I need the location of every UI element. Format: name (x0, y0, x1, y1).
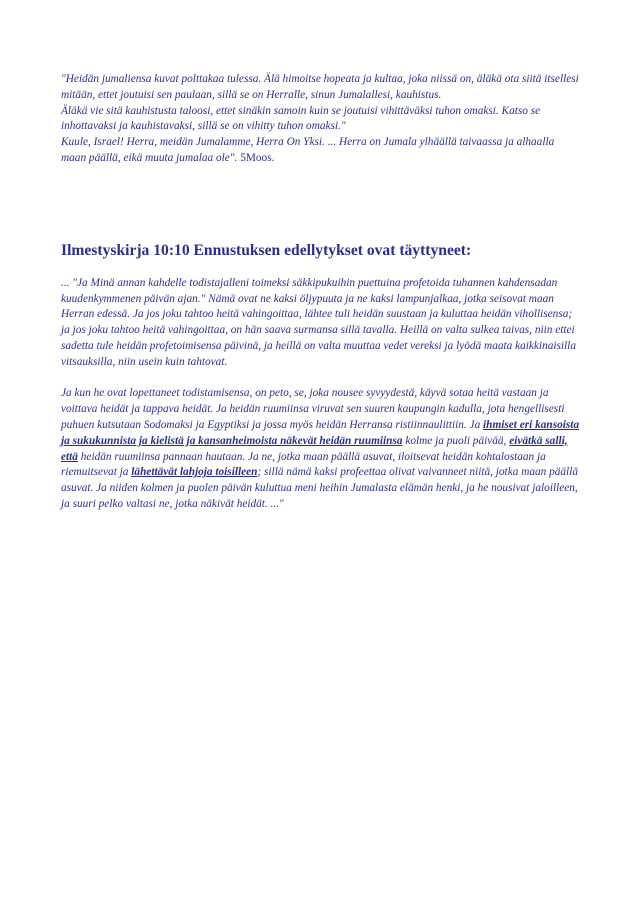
paragraph-2-text-2: kolme ja puoli päivää, (402, 434, 510, 447)
paragraph-2-text-1: Ja kun he ovat lopettaneet todistamisensa, on peto, se, joka nousee syvyydestä, käyvä sotaa heitä vastaan ja voittava heidät ja tappava heidät. Ja heidän ruumiinsa viruvat sen suuren kaupungin kadulla, jota hengellisesti puhuen kutsutaan Sodomaksi ja Egyptiksi ja jossa myös heidän Herransa ristiinnaulittiin. Ja (61, 387, 565, 431)
paragraph-2-text-4: ; sillä nämä kaksi profeettaa olivat vaivanneet niitä, jotka maan päällä asuvat. Ja niiden kolmen ja puolen päivän kuluttua meni heihin Jumalasta elämän henki, ja he nousivat jaloilleen, ja suuri pelko valtasi ne, jotka näkivät heidät. ..." (61, 466, 578, 510)
quote-line-3 (61, 135, 581, 167)
paragraph-2-text-3: heidän ruumiinsa pannaan hautaan. Ja ne, jotka maan päällä asuvat, iloitsevat heidän kohtalostaan ja riemuitsevat ja (61, 450, 546, 479)
opening-quote (61, 72, 581, 167)
emphasis-3: lähettävät lahjoja toisilleen (131, 466, 258, 479)
quote-reference: 5Moos. (237, 151, 275, 164)
paragraph-2 (61, 386, 581, 512)
document-page (61, 72, 581, 513)
section-heading: Ilmestyskirja 10:10 Ennustuksen edellytykset ovat täyttyneet: (61, 241, 472, 259)
quote-line-2: Äläkä vie sitä kauhistusta taloosi, ettet sinäkin samoin kuin se joutuisi vihittäväksi tuhon omaksi. Katso se inhottavaksi ja kauhistavaksi, sillä se on vihitty tuhon omaksi." (61, 104, 541, 133)
emphasis-2: eivätkä salli, että (61, 434, 568, 463)
quote-line-1: "Heidän jumaliensa kuvat polttakaa tulessa. Älä himoitse hopeata ja kultaa, joka niissä on, äläkä ota siitä itsellesi mitään, ettet joutuisi sen paulaan, sillä se on Herralle, sinun Jumalallesi, kauhistus. (61, 73, 579, 101)
paragraph-1: ... "Ja Minä annan kahdelle todistajalleni toimeksi säkkipukuihin puettuina profetoida tuhannen kahdensadan kuudenkymmenen päivän ajan." Nämä ovat ne kaksi öljypuuta ja ne kaksi lampunjalkaa, jotka seisovat maan Herran edessä. Ja jos joku tahtoo heitä vahingoittaa, lähtee tuli heidän suustaan ja kuluttaa heidän vihollisensa; ja jos joku tahtoo heitä vahingoittaa, on hän saava surmansa sillä tavalla. Heillä on valta sulkea taivas, niin ettei sadetta tule heidän profetoimisensa päivinä, ja heillä on valta muuttaa vedet vereksi ja lyödä maata kaikkinaisilla vitsauksilla, niin usein kuin tahtovat. (61, 276, 576, 368)
emphasis-1: ihmiset eri kansoista ja sukukunnista ja kielistä ja kansanheimoista näkevät heidän ruumiinsa (61, 418, 580, 447)
quote-line-3-text: Kuule, Israel! Herra, meidän Jumalamme, Herra On Yksi. ... Herra on Jumala ylhäällä taivaassa ja alhaalla maan päällä, eikä muuta jumalaa ole". (61, 136, 555, 164)
